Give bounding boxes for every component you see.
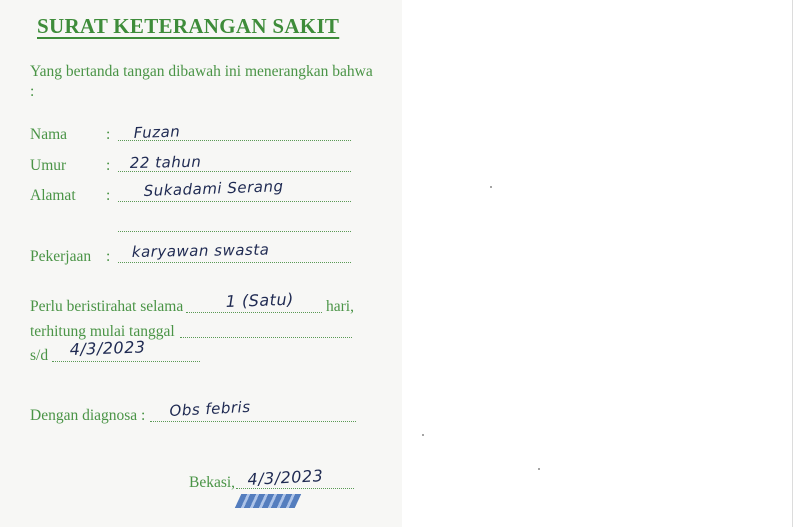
dotted-line: [52, 360, 200, 362]
handwritten-umur: 22 tahun: [129, 152, 202, 172]
dotted-line: [118, 261, 351, 263]
colon: :: [106, 126, 111, 143]
handwritten-until-date: 4/3/2023: [69, 337, 146, 359]
rest-line-suffix: hari,: [326, 298, 354, 315]
handwritten-nama: Fuzan: [133, 122, 181, 142]
dotted-line: [180, 336, 352, 338]
scan-speck: [490, 186, 492, 188]
rest-line-prefix: Perlu beristirahat selama: [30, 298, 184, 315]
scan-edge: [792, 0, 793, 527]
intro-text: Yang bertanda tangan dibawah ini menerangkan bahwa :: [30, 63, 373, 100]
label-pekerjaan: Pekerjaan: [30, 248, 92, 265]
handwritten-rest-days: 1 (Satu): [225, 289, 295, 311]
until-label: s/d: [30, 347, 49, 364]
handwritten-signoff-date: 4/3/2023: [247, 466, 324, 489]
start-date-label: terhitung mulai tanggal: [30, 323, 175, 340]
signoff-place: Bekasi,: [189, 474, 236, 491]
dotted-line: [186, 311, 322, 313]
label-nama: Nama: [30, 126, 68, 143]
handwritten-pekerjaan: karyawan swasta: [131, 240, 270, 261]
dotted-line: [118, 230, 351, 232]
handwritten-alamat: Sukadami Serang: [143, 177, 284, 200]
diagnosis-label: Dengan diagnosa :: [30, 407, 146, 424]
colon: :: [106, 187, 111, 204]
label-umur: Umur: [30, 157, 67, 174]
colon: :: [106, 248, 111, 265]
document-title: SURAT KETERANGAN SAKIT: [37, 14, 340, 38]
colon: :: [106, 157, 111, 174]
handwritten-diagnosis: Obs febris: [169, 397, 251, 420]
scan-speck: [538, 468, 540, 470]
dotted-line: [150, 420, 356, 422]
scan-speck: [422, 434, 424, 436]
blank-scan-area: [402, 0, 801, 527]
label-alamat: Alamat: [30, 187, 76, 204]
stamp-fragment: [235, 494, 302, 508]
dotted-line: [118, 200, 351, 202]
